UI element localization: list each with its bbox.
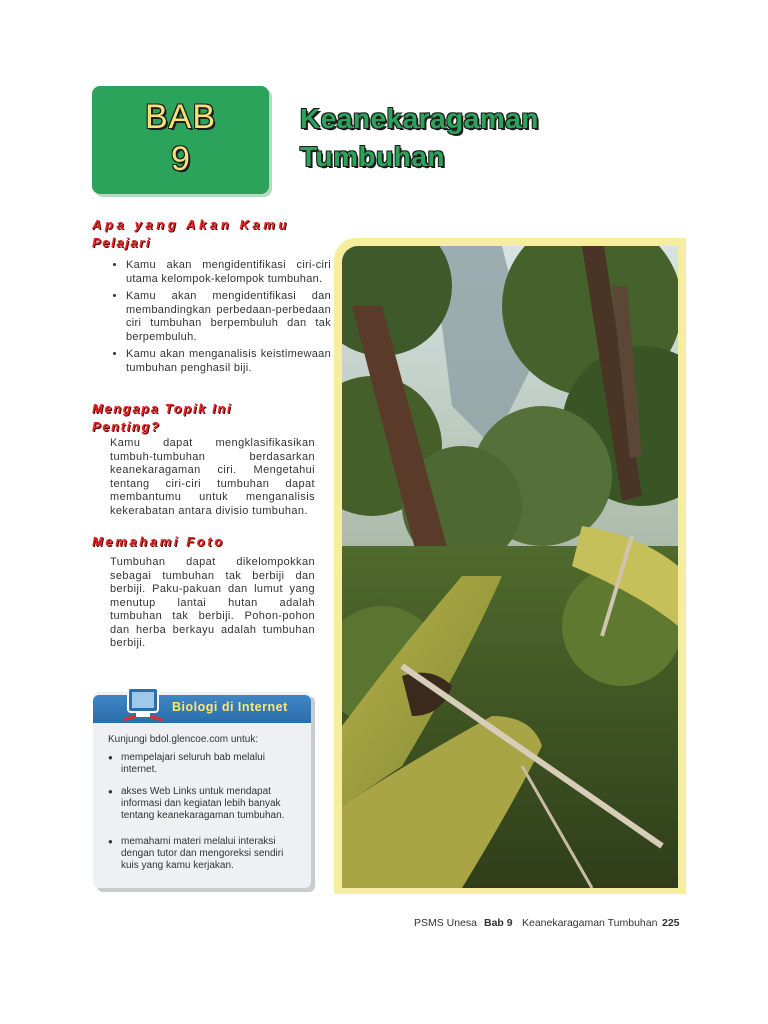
chapter-title <box>300 100 539 176</box>
learn-item: • Kamu akan menganalisis keistimewaan tumbuhan penghasil biji. <box>126 348 331 375</box>
importance-body: Kamu dapat mengklasifikasikan tumbuh-tumbuhan berdasarkan keanekaragaman ciri. Mengetahui tentang ciri-ciri tumbuhan dapat membantumu untuk menganalisis kekerabatan antara divisio tumbuhan. <box>110 437 315 517</box>
chapter-number: 9 <box>171 140 190 178</box>
footer-chapter-number: Bab 9 <box>484 917 513 929</box>
page-number: 225 <box>662 917 680 929</box>
learn-item: • Kamu akan mengidentifikasi ciri-ciri utama kelompok-kelompok tumbuhan. <box>126 259 331 286</box>
internet-box-item: ● akses Web Links untuk mendapat informasi dan kegiatan lebih banyak tentang keanekaragaman tumbuhan. <box>108 786 298 822</box>
photo-heading: Memahami Foto <box>92 534 225 549</box>
importance-heading-line1: Mengapa Topik Ini <box>92 401 233 416</box>
internet-box-intro: Kunjungi bdol.glencoe.com untuk: <box>108 734 259 745</box>
footer-publisher: PSMS Unesa <box>414 917 478 929</box>
chapter-badge <box>92 86 269 194</box>
footer-chapter <box>484 917 513 929</box>
learn-heading-line1: Apa yang Akan Kamu <box>92 217 290 232</box>
importance-heading <box>92 400 302 436</box>
learn-list <box>112 259 331 379</box>
internet-box-list <box>108 752 298 882</box>
footer-chapter-title: Keanekaragaman Tumbuhan <box>522 917 658 929</box>
forest-photo <box>342 246 678 888</box>
internet-box-title: Biologi di Internet <box>172 700 288 714</box>
importance-heading-line2: Penting? <box>92 419 161 434</box>
chapter-title-line2: Tumbuhan <box>300 141 446 172</box>
photo-body: Tumbuhan dapat dikelompokkan sebagai tumbuhan tak berbiji dan berbiji. Paku-pakuan dan lumut yang menutup lantai hutan adalah tumbuhan tak berbiji. Pohon-pohon dan herba berkayu adalah tumbuhan berbiji. <box>110 556 315 649</box>
internet-box-item: ● memahami materi melalui interaksi dengan tutor dan mengoreksi sendiri kuis yang kamu kerjakan. <box>108 836 298 872</box>
learn-heading <box>92 216 302 252</box>
internet-box-item: ● mempelajari seluruh bab melalui internet. <box>108 752 298 776</box>
learn-heading-line2: Pelajari <box>92 235 152 250</box>
learn-item: • Kamu akan mengidentifikasi dan membandingkan perbedaan-perbedaan ciri tumbuhan berpembuluh dan tak berpembuluh. <box>126 290 331 344</box>
forest-illustration <box>342 246 678 888</box>
chapter-title-line1: Keanekaragaman <box>300 103 539 134</box>
chapter-label: BAB <box>144 98 217 136</box>
computer-icon <box>122 686 166 724</box>
footer-page-number <box>662 917 680 929</box>
